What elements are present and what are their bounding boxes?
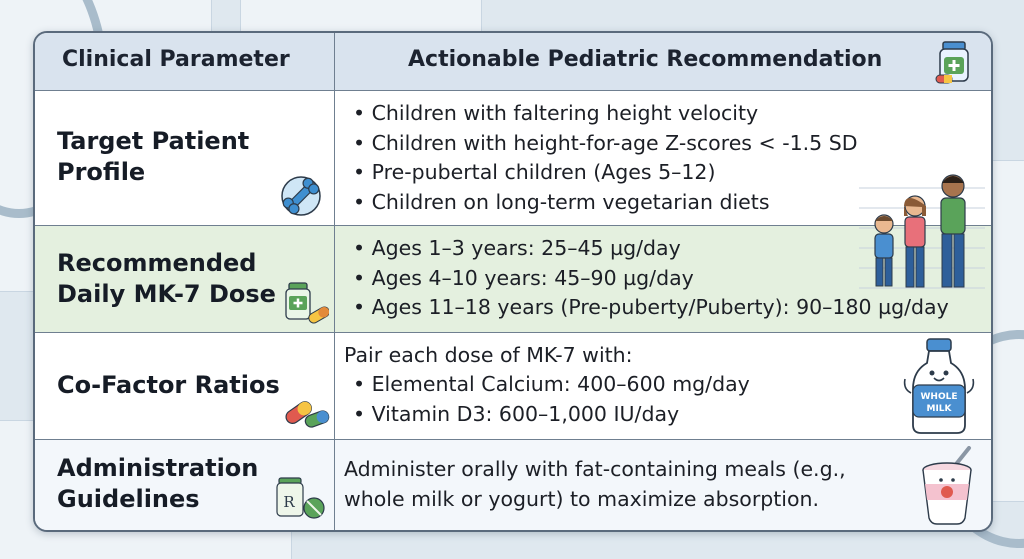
administration-text — [344, 455, 846, 514]
medicine-bottle-icon — [935, 39, 979, 87]
list-item: • Pre-pubertal children (Ages 5–12) — [353, 158, 858, 188]
cell-recommendation — [335, 333, 991, 440]
children-height-icon — [857, 168, 987, 298]
bullet-list — [353, 370, 750, 429]
table-header — [35, 33, 991, 91]
header-cell-parameter — [35, 33, 335, 90]
milk-label-line1: WHOLE — [920, 392, 958, 402]
row-parameter-label — [57, 248, 276, 310]
parameter-line-1: Administration — [57, 454, 259, 482]
cell-parameter — [35, 226, 335, 333]
table-row-target-patient — [35, 90, 991, 226]
prescription-icon — [275, 474, 327, 520]
list-item: • Children on long-term vegetarian diets — [353, 188, 858, 218]
header-clinical-parameter: Clinical Parameter — [62, 47, 290, 72]
list-item: • Ages 11–18 years (Pre-puberty/Puberty): 90–180 µg/day — [353, 293, 949, 323]
parameter-line-2: Profile — [57, 158, 146, 186]
parameter-line-2: Daily MK-7 Dose — [57, 280, 276, 308]
recommendation-table — [33, 31, 993, 532]
pills-icon — [283, 391, 331, 431]
row-parameter-label — [57, 126, 249, 188]
administration-line-1: Administer orally with fat-containing meals (e.g., — [344, 457, 846, 481]
parameter-line-2: Guidelines — [57, 485, 200, 513]
parameter-line-1: Co-Factor Ratios — [57, 371, 280, 399]
row-parameter-label — [57, 370, 280, 401]
table-row-cofactor — [35, 332, 991, 440]
header-cell-recommendation — [335, 33, 991, 90]
row-parameter-label — [57, 453, 258, 515]
cell-recommendation — [335, 440, 991, 531]
yogurt-cup-icon — [917, 446, 977, 526]
table-row-daily-dose — [35, 225, 991, 333]
cell-parameter — [35, 333, 335, 440]
cell-parameter — [35, 440, 335, 531]
parameter-line-1: Recommended — [57, 249, 257, 277]
bone-icon — [275, 173, 327, 219]
bullet-list — [353, 99, 858, 217]
rx-symbol: R — [283, 493, 295, 511]
parameter-line-1: Target Patient — [57, 127, 250, 155]
list-item: • Ages 1–3 years: 25–45 µg/day — [353, 234, 949, 264]
administration-line-2: whole milk or yogurt) to maximize absorption. — [344, 486, 820, 511]
supplement-bottle-icon — [283, 281, 329, 325]
table-row-administration — [35, 439, 991, 531]
list-item: • Ages 4–10 years: 45–90 µg/day — [353, 264, 949, 294]
list-item: • Vitamin D3: 600–1,000 IU/day — [353, 400, 750, 430]
list-item: • Children with faltering height velocity — [353, 99, 858, 129]
milk-bottle-icon — [901, 337, 977, 435]
list-item: • Children with height-for-age Z-scores < -1.5 SD — [353, 129, 858, 159]
cofactor-intro: Pair each dose of MK-7 with: — [344, 343, 633, 367]
milk-label-line2: MILK — [926, 404, 952, 414]
list-item: • Elemental Calcium: 400–600 mg/day — [353, 370, 750, 400]
cell-parameter — [35, 91, 335, 226]
header-recommendation: Actionable Pediatric Recommendation — [408, 47, 883, 72]
